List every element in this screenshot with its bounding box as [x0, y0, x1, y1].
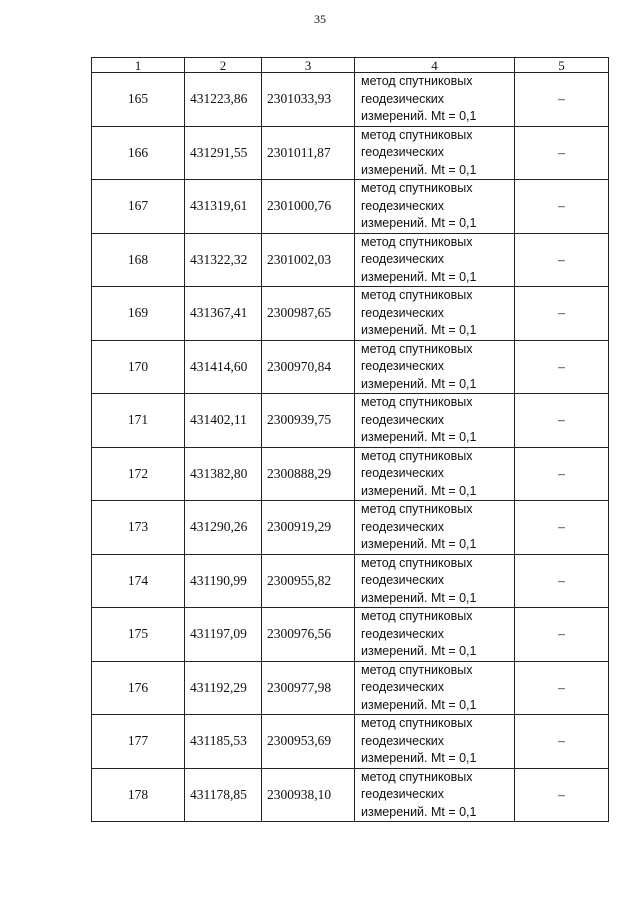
method-text-line: метод спутниковых: [361, 716, 473, 730]
column-5-cell: –: [515, 73, 609, 127]
table-row: [92, 661, 609, 715]
column-5-cell: –: [515, 447, 609, 501]
method-text-line: геодезических: [361, 145, 445, 159]
header-col-3: 3: [262, 58, 355, 73]
method-cell: [355, 501, 515, 555]
x-coordinate-cell: 431414,60: [185, 340, 262, 394]
method-text-line: измерений. Mt = 0,1: [361, 644, 477, 658]
method-cell: [355, 73, 515, 127]
method-text-line: метод спутниковых: [361, 74, 473, 88]
y-coordinate-cell: 2301000,76: [262, 180, 355, 234]
point-number-cell: 166: [92, 126, 185, 180]
x-coordinate-cell: 431402,11: [185, 394, 262, 448]
method-text-line: метод спутниковых: [361, 555, 473, 570]
column-5-cell: –: [515, 768, 609, 822]
method-text-line: метод спутниковых: [361, 395, 473, 409]
method-cell: [355, 608, 515, 662]
x-coordinate-cell: 431367,41: [185, 287, 262, 341]
point-number-cell: 171: [92, 394, 185, 448]
x-coordinate-cell: 431197,09: [185, 608, 262, 662]
x-coordinate-cell: 431185,53: [185, 715, 262, 769]
method-text-line: геодезических: [361, 680, 445, 694]
x-coordinate-cell: 431322,32: [185, 233, 262, 287]
method-cell: [355, 554, 515, 608]
x-coordinate-cell: 431382,80: [185, 447, 262, 501]
column-5-cell: –: [515, 715, 609, 769]
method-cell: [355, 768, 515, 822]
y-coordinate-cell: 2300987,65: [262, 287, 355, 341]
y-coordinate-cell: 2300977,98: [262, 661, 355, 715]
y-coordinate-cell: 2300976,56: [262, 608, 355, 662]
header-col-4: 4: [355, 58, 515, 73]
method-text-line: измерений. Mt = 0,1: [361, 804, 477, 819]
method-cell: [355, 126, 515, 180]
header-col-2: 2: [185, 58, 262, 73]
point-number-cell: 172: [92, 447, 185, 501]
method-text-line: измерений. Mt = 0,1: [361, 109, 477, 123]
table-body: [92, 73, 609, 822]
table-row: [92, 715, 609, 769]
table-row: [92, 768, 609, 822]
point-number-cell: 178: [92, 768, 185, 822]
y-coordinate-cell: 2300919,29: [262, 501, 355, 555]
table-row: [92, 554, 609, 608]
method-text-line: геодезических: [361, 198, 445, 213]
method-cell: [355, 287, 515, 341]
y-coordinate-cell: 2301011,87: [262, 126, 355, 180]
header-row: [92, 58, 609, 73]
point-number-cell: 165: [92, 73, 185, 127]
method-text-line: измерений. Mt = 0,1: [361, 590, 477, 605]
y-coordinate-cell: 2300955,82: [262, 554, 355, 608]
x-coordinate-cell: 431291,55: [185, 126, 262, 180]
method-text-line: измерений. Mt = 0,1: [361, 216, 477, 230]
method-text-line: метод спутниковых: [361, 502, 473, 516]
table-row: [92, 608, 609, 662]
x-coordinate-cell: 431290,26: [185, 501, 262, 555]
table-row: [92, 447, 609, 501]
method-text-line: измерений. Mt = 0,1: [361, 537, 477, 551]
y-coordinate-cell: 2300953,69: [262, 715, 355, 769]
method-text-line: метод спутниковых: [361, 234, 473, 249]
point-number-cell: 176: [92, 661, 185, 715]
y-coordinate-cell: 2300938,10: [262, 768, 355, 822]
table-row: [92, 501, 609, 555]
x-coordinate-cell: 431192,29: [185, 661, 262, 715]
method-text-line: геодезических: [361, 359, 445, 373]
method-cell: [355, 447, 515, 501]
method-text-line: геодезических: [361, 412, 445, 427]
method-text-line: измерений. Mt = 0,1: [361, 483, 477, 498]
method-text-line: метод спутниковых: [361, 609, 473, 623]
table-row: [92, 394, 609, 448]
x-coordinate-cell: 431223,86: [185, 73, 262, 127]
method-text-line: геодезических: [361, 252, 445, 266]
method-cell: [355, 661, 515, 715]
method-cell: [355, 394, 515, 448]
method-text-line: измерений. Mt = 0,1: [361, 430, 477, 444]
header-col-1: 1: [92, 58, 185, 73]
table-header: [92, 58, 609, 73]
point-number-cell: 169: [92, 287, 185, 341]
column-5-cell: –: [515, 233, 609, 287]
method-text-line: геодезических: [361, 733, 445, 748]
table-row: [92, 233, 609, 287]
method-text-line: метод спутниковых: [361, 288, 473, 302]
header-col-5: 5: [515, 58, 609, 73]
table-row: [92, 73, 609, 127]
column-5-cell: –: [515, 287, 609, 341]
point-number-cell: 175: [92, 608, 185, 662]
method-text-line: измерений. Mt = 0,1: [361, 162, 477, 177]
point-number-cell: 168: [92, 233, 185, 287]
method-text-line: измерений. Mt = 0,1: [361, 323, 477, 337]
x-coordinate-cell: 431319,61: [185, 180, 262, 234]
column-5-cell: –: [515, 180, 609, 234]
coordinates-table: [91, 57, 609, 822]
method-text-line: метод спутниковых: [361, 341, 473, 356]
y-coordinate-cell: 2301033,93: [262, 73, 355, 127]
page-number: 35: [314, 12, 326, 26]
method-text-line: геодезических: [361, 519, 445, 534]
y-coordinate-cell: 2300888,29: [262, 447, 355, 501]
method-text-line: метод спутниковых: [361, 769, 473, 784]
x-coordinate-cell: 431178,85: [185, 768, 262, 822]
method-text-line: измерений. Mt = 0,1: [361, 751, 477, 765]
point-number-cell: 167: [92, 180, 185, 234]
method-text-line: измерений. Mt = 0,1: [361, 697, 477, 712]
method-cell: [355, 340, 515, 394]
column-5-cell: –: [515, 501, 609, 555]
column-5-cell: –: [515, 608, 609, 662]
method-text-line: геодезических: [361, 466, 445, 480]
method-cell: [355, 233, 515, 287]
column-5-cell: –: [515, 340, 609, 394]
method-cell: [355, 180, 515, 234]
column-5-cell: –: [515, 126, 609, 180]
point-number-cell: 177: [92, 715, 185, 769]
y-coordinate-cell: 2300970,84: [262, 340, 355, 394]
table-row: [92, 340, 609, 394]
method-text-line: геодезических: [361, 91, 445, 106]
y-coordinate-cell: 2301002,03: [262, 233, 355, 287]
x-coordinate-cell: 431190,99: [185, 554, 262, 608]
method-text-line: метод спутниковых: [361, 448, 473, 463]
method-text-line: геодезических: [361, 626, 445, 641]
method-text-line: метод спутниковых: [361, 181, 473, 195]
method-text-line: метод спутниковых: [361, 662, 473, 677]
method-text-line: геодезических: [361, 787, 445, 801]
point-number-cell: 173: [92, 501, 185, 555]
table-row: [92, 180, 609, 234]
method-text-line: измерений. Mt = 0,1: [361, 269, 477, 284]
point-number-cell: 174: [92, 554, 185, 608]
table-row: [92, 287, 609, 341]
method-text-line: метод спутниковых: [361, 127, 473, 142]
table-row: [92, 126, 609, 180]
point-number-cell: 170: [92, 340, 185, 394]
column-5-cell: –: [515, 394, 609, 448]
column-5-cell: –: [515, 661, 609, 715]
method-cell: [355, 715, 515, 769]
method-text-line: геодезических: [361, 573, 445, 587]
y-coordinate-cell: 2300939,75: [262, 394, 355, 448]
method-text-line: геодезических: [361, 305, 445, 320]
column-5-cell: –: [515, 554, 609, 608]
method-text-line: измерений. Mt = 0,1: [361, 376, 477, 391]
